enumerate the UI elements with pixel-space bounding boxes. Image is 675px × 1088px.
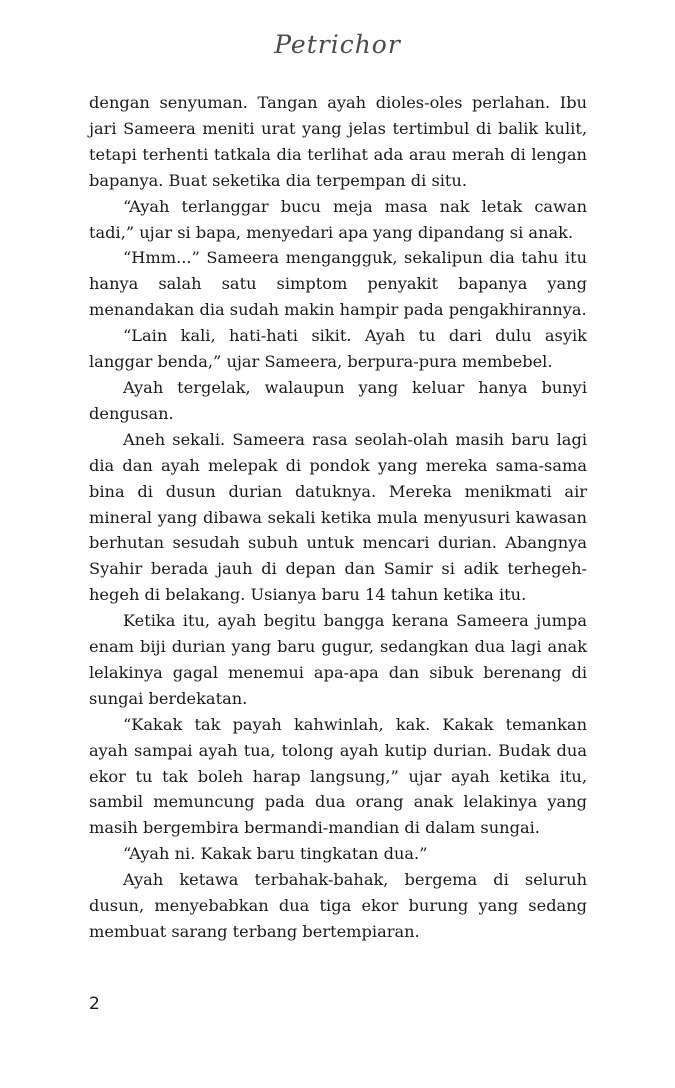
paragraph: Ayah ketawa terbahak-bahak, bergema di seluruh dusun, menyebabkan dua tiga ekor burung yang sedang membuat sarang terbang bertempiaran. (89, 870, 587, 941)
running-header-title: Petrichor (274, 30, 401, 59)
paragraph: “Ayah terlanggar bucu meja masa nak letak cawan tadi,” ujar si bapa, menyedari apa yang dipandang si anak. (89, 196, 587, 242)
paragraph: “Lain kali, hati-hati sikit. Ayah tu dari dulu asyik langgar benda,” ujar Sameera, berpura-pura membebel. (89, 326, 587, 372)
paragraph: Aneh sekali. Sameera rasa seolah-olah masih baru lagi dia dan ayah melepak di pondok yang mereka sama-sama bina di dusun durian datuknya. Mereka menikmati air mineral yang dibawa sekali ketika mula menyusuri kawasan berhutan sesudah subuh untuk mencari durian. Abangnya Syahir berada jauh di depan dan Samir si adik terhegeh-hegeh di belakang. Usianya baru 14 tahun ketika itu. (89, 429, 587, 605)
paragraph: “Kakak tak payah kahwinlah, kak. Kakak temankan ayah sampai ayah tua, tolong ayah kutip durian. Budak dua ekor tu tak boleh harap langsung,” ujar ayah ketika itu, sambil memuncung pada dua orang anak lelakinya yang masih bergembira bermandi-mandian di dalam sungai. (89, 714, 587, 838)
paragraph: Ketika itu, ayah begitu bangga kerana Sameera jumpa enam biji durian yang baru gugur, sedangkan dua lagi anak lelakinya gagal menemui apa-apa dan sibuk berenang di sungai berdekatan. (89, 611, 587, 708)
body-text (89, 90, 587, 945)
paragraph: “Ayah ni. Kakak baru tingkatan dua.” (123, 844, 428, 864)
paragraph: “Hmm...” Sameera mengangguk, sekalipun dia tahu itu hanya salah satu simptom penyakit bapanya yang menandakan dia sudah makin hampir pada pengakhirannya. (89, 248, 587, 320)
paragraph: Ayah tergelak, walaupun yang keluar hanya bunyi dengusan. (89, 377, 587, 423)
page-number: 2 (89, 994, 100, 1014)
paragraph: dengan senyuman. Tangan ayah dioles-oles perlahan. Ibu jari Sameera meniti urat yang jelas tertimbul di balik kulit, tetapi terhenti tatkala dia terlihat ada arau merah di lengan bapanya. Buat seketika dia terpempan di situ. (89, 93, 587, 190)
